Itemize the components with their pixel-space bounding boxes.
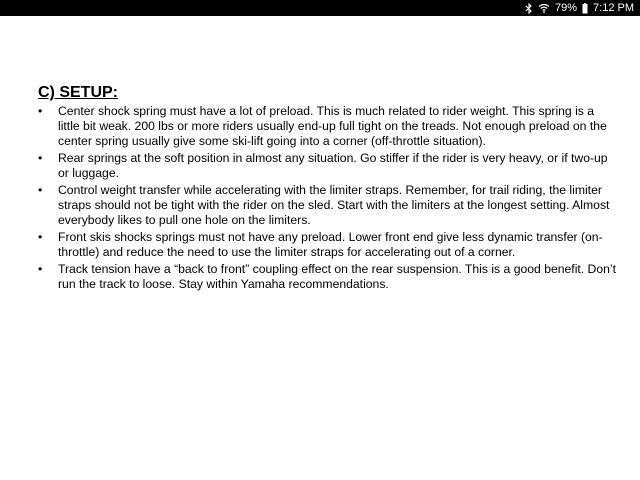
bullet-text: Rear springs at the soft position in almost any situation. Go stiffer if the rider is very heavy, or if two-up or luggage. — [58, 151, 608, 180]
bullet-dot: • — [38, 262, 43, 276]
battery-icon — [582, 3, 588, 14]
setup-bullet-list — [38, 104, 618, 292]
bullet-text: Track tension have a “back to front” coupling effect on the rear suspension. This is a good benefit. Don’t run the track to loose. Stay within Yamaha recommendations. — [58, 262, 617, 291]
bullet-item — [38, 151, 618, 181]
bullet-dot: • — [38, 104, 43, 118]
document-content — [38, 83, 618, 294]
bullet-item — [38, 104, 618, 149]
bluetooth-icon — [525, 3, 533, 14]
status-icons — [525, 0, 634, 16]
battery-percent: 79% — [555, 2, 578, 14]
bullet-dot: • — [38, 230, 43, 244]
bullet-text: Front skis shocks springs must not have any preload. Lower front end give less dynamic transfer (on- throttle) and reduce the need to use the limiter straps for accelerating out of a corner. — [58, 230, 603, 259]
bullet-item — [38, 230, 618, 260]
clock: 7:12 PM — [593, 2, 634, 14]
bullet-dot: • — [38, 151, 43, 165]
bullet-text: Center shock spring must have a lot of preload. This is much related to rider weight. This spring is a little bit weak. 200 lbs or more riders usually end-up full tight on the treads. Not enough preload on the center spring usually give some ski-lift going into a corner (off-throttle situation). — [58, 104, 607, 148]
status-bar — [0, 0, 640, 16]
bullet-item — [38, 262, 618, 292]
bullet-item — [38, 183, 618, 228]
bullet-dot: • — [38, 183, 43, 197]
bullet-text: Control weight transfer while accelerating with the limiter straps. Remember, for trail riding, the limiter straps should not be tight with the rider on the sled. Start with the limiters at the longest setting. Almost everybody likes to pull one hole on the limiters. — [58, 183, 610, 227]
wifi-icon — [538, 3, 550, 13]
section-heading: C) SETUP: — [38, 84, 118, 101]
